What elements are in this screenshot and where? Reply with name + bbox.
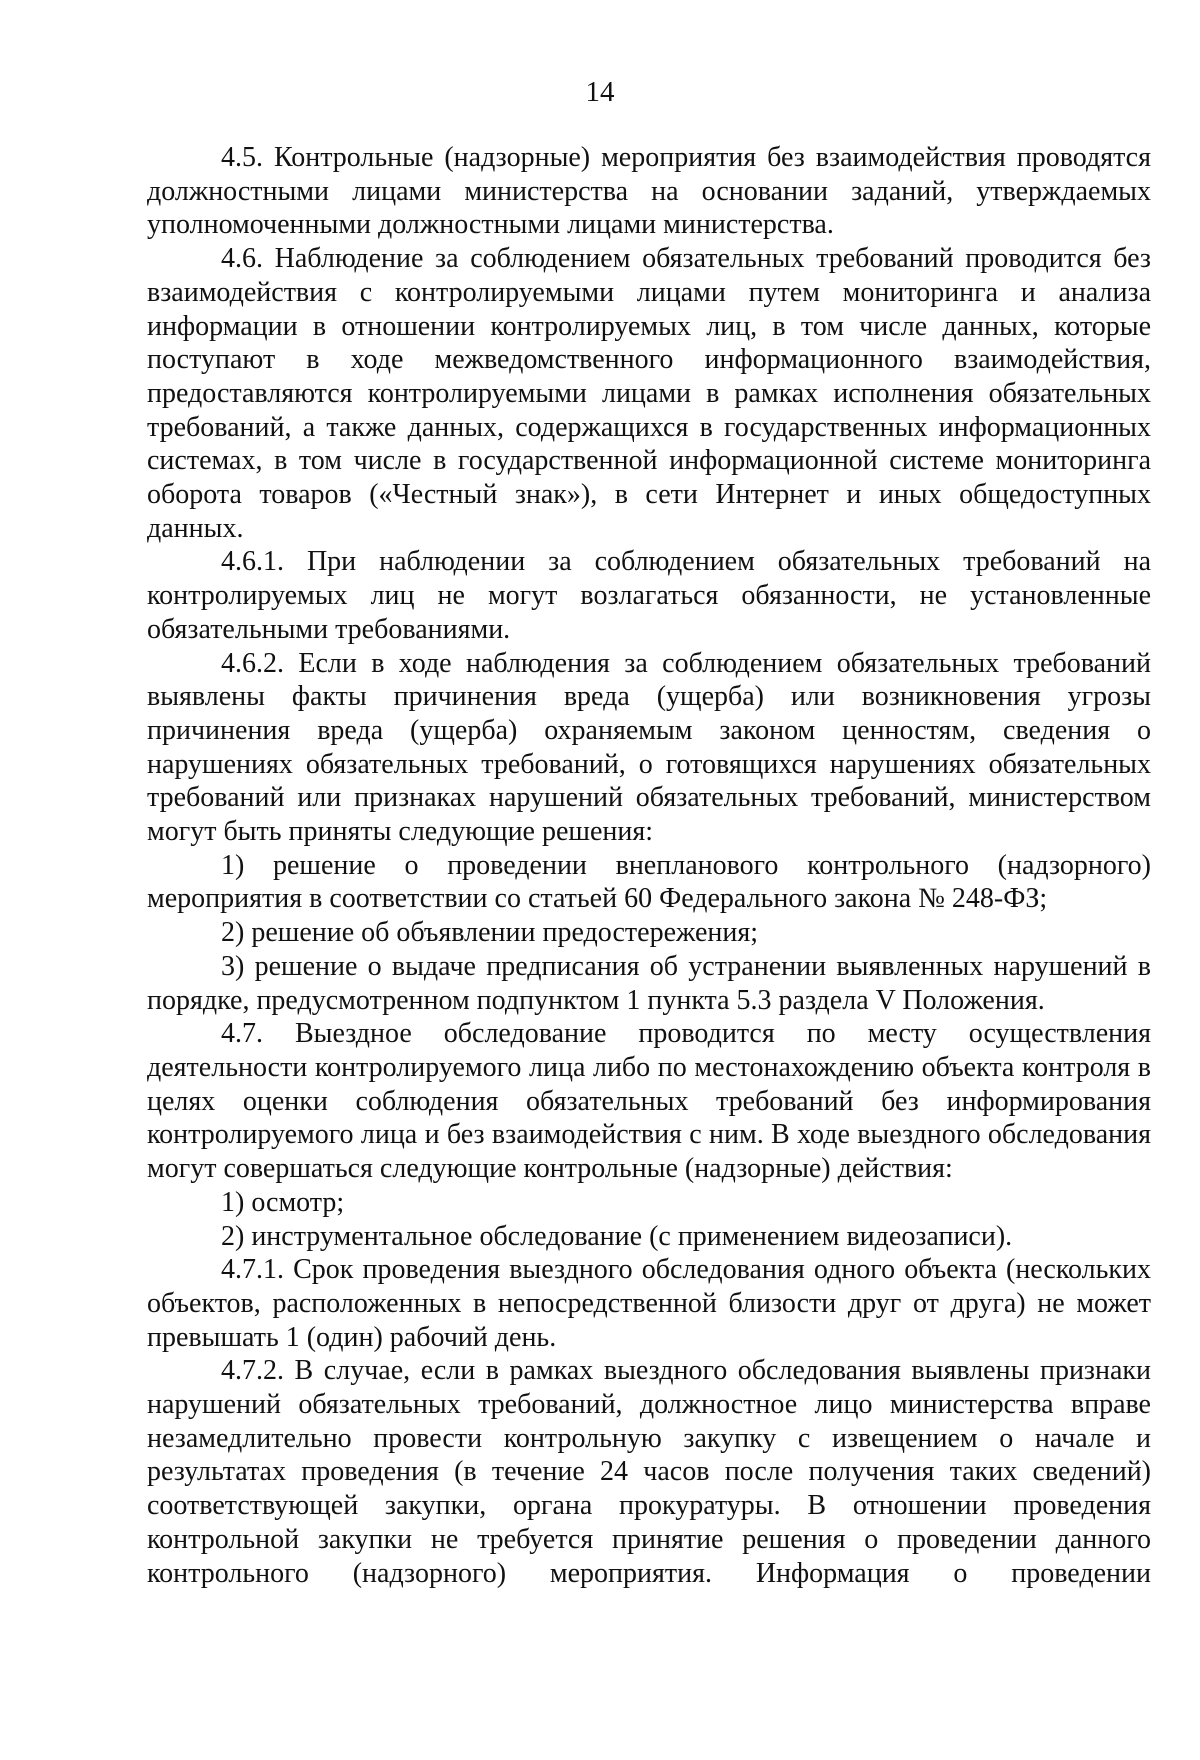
list-item-action-1: 1) осмотр; [221, 1186, 345, 1218]
document-body [147, 141, 1151, 1590]
paragraph-4-6-1: 4.6.1. При наблюдении за соблюдением обязательных требований на контролируемых лиц не могут возлагаться обязанности, не установленные обязательными требованиями. [147, 546, 1151, 645]
paragraph-4-6: 4.6. Наблюдение за соблюдением обязательных требований проводится без взаимодействия с контролируемыми лицами путем мониторинга и анализа информации в отношении контролируемых лиц, в том числе данных, которые поступают в ходе межведомственного информационного взаимодействия, предоставляются контролируемыми лицами в рамках исполнения обязательных требований, а также данных, содержащихся в государственных информационных системах, в том числе в государственной информационной системе мониторинга оборота товаров («Честный знак»), в сети Интернет и иных общедоступных данных. [147, 243, 1151, 544]
list-item-decision-3: 3) решение о выдаче предписания об устранении выявленных нарушений в порядке, предусмотренном подпунктом 1 пункта 5.3 раздела V Положения. [147, 950, 1151, 1016]
list-item-decision-1: 1) решение о проведении внепланового контрольного (надзорного) мероприятия в соответствии со статьей 60 Федерального закона № 248-ФЗ; [147, 849, 1151, 915]
list-item-decision-2: 2) решение об объявлении предостережения; [221, 917, 759, 949]
paragraph-4-7: 4.7. Выездное обследование проводится по месту осуществления деятельности контролируемого лица либо по местонахождению объекта контроля в целях оценки соблюдения обязательных требований без информирования контролируемого лица и без взаимодействия с ним. В ходе выездного обследования могут совершаться следующие контрольные (надзорные) действия: [147, 1018, 1151, 1185]
page-number: 14 [585, 76, 615, 108]
paragraph-4-7-2: 4.7.2. В случае, если в рамках выездного обследования выявлены признаки нарушений обязательных требований, должностное лицо министерства вправе незамедлительно провести контрольную закупку с извещением о начале и результатах проведения (в течение 24 часов после получения таких сведений) соответствующей закупки, органа прокуратуры. В отношении проведения контрольной закупки не требуется принятие решения о проведении данного контрольного (надзорного) мероприятия. Информация о проведении [147, 1355, 1151, 1589]
list-item-action-2: 2) инструментальное обследование (с применением видеозаписи). [221, 1220, 1013, 1252]
paragraph-4-5: 4.5. Контрольные (надзорные) мероприятия без взаимодействия проводятся должностными лицами министерства на основании заданий, утверждаемых уполномоченными должностными лицами министерства. [147, 142, 1151, 241]
paragraph-4-7-1: 4.7.1. Срок проведения выездного обследования одного объекта (нескольких объектов, расположенных в непосредственной близости друг от друга) не может превышать 1 (один) рабочий день. [147, 1254, 1151, 1353]
paragraph-4-6-2: 4.6.2. Если в ходе наблюдения за соблюдением обязательных требований выявлены факты причинения вреда (ущерба) или возникновения угрозы причинения вреда (ущерба) охраняемым законом ценностям, сведения о нарушениях обязательных требований, о готовящихся нарушениях обязательных требований или признаках нарушений обязательных требований, министерством могут быть приняты следующие решения: [147, 647, 1151, 848]
